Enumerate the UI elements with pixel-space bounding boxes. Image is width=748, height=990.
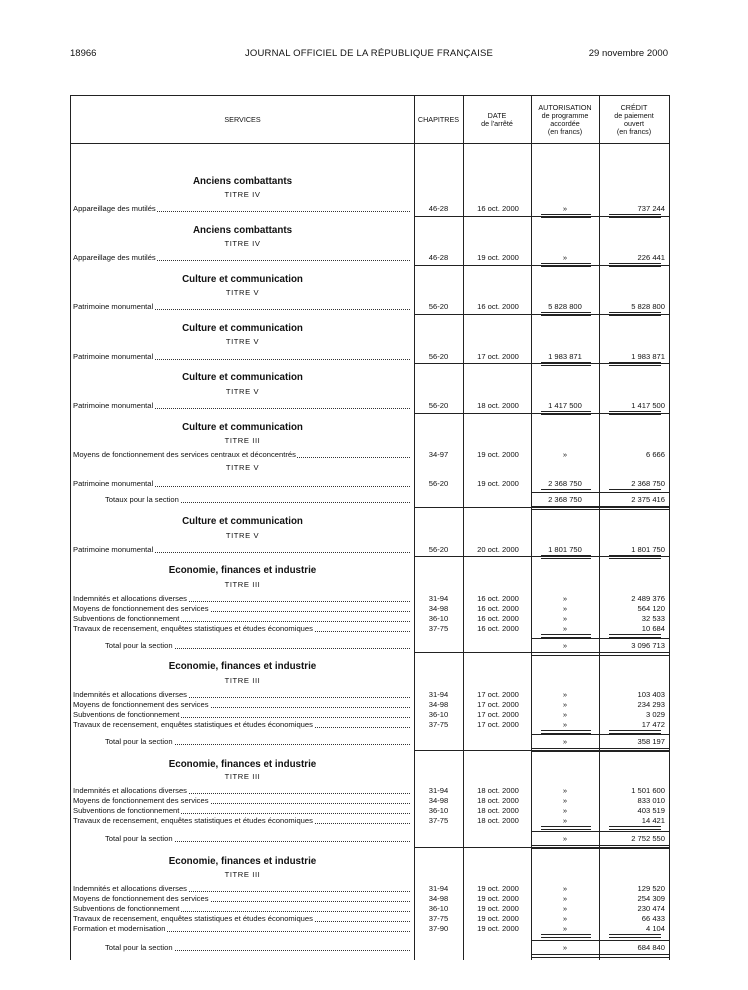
autorisation-cell: »	[562, 816, 568, 825]
service-line-label: Travaux de recensement, enquêtes statistiques et études économiques	[73, 816, 313, 825]
service-line-label: Patrimoine monumental	[73, 352, 154, 361]
column-divider	[463, 96, 464, 960]
section-separator	[415, 750, 669, 751]
service-line	[73, 352, 410, 362]
service-line-label: Moyens de fonctionnement des services centraux et déconcentrés	[73, 450, 296, 459]
date-cell: 16 oct. 2000	[477, 604, 519, 613]
amount-rule	[541, 826, 591, 830]
header-divider	[71, 143, 669, 144]
service-line-label: Moyens de fonctionnement des services	[73, 700, 209, 709]
date-cell: 18 oct. 2000	[477, 401, 519, 410]
service-line-label: Travaux de recensement, enquêtes statistiques et études économiques	[73, 624, 313, 633]
autorisation-cell: »	[562, 924, 568, 933]
chapitre-cell: 34-98	[428, 604, 449, 613]
total-line	[105, 737, 410, 747]
service-line-label: Indemnités et allocations diverses	[73, 786, 187, 795]
credit-cell: 1 801 750	[631, 545, 665, 554]
chapitre-cell: 34-97	[428, 450, 449, 459]
total-credit-cell: 358 197	[637, 737, 665, 746]
section-separator	[415, 847, 669, 848]
autorisation-cell: »	[562, 710, 568, 719]
department-heading: Culture et communication	[182, 274, 303, 285]
autorisation-cell: »	[562, 894, 568, 903]
service-line	[73, 904, 410, 914]
chapitre-cell: 34-98	[428, 796, 449, 805]
credit-cell: 226 441	[637, 253, 665, 262]
service-line	[73, 924, 410, 934]
titre-heading: TITRE V	[225, 337, 260, 346]
date-cell: 18 oct. 2000	[477, 806, 519, 815]
chapitre-cell: 36-10	[428, 710, 449, 719]
total-autorisation-cell: »	[562, 641, 568, 650]
titre-heading: TITRE V	[225, 463, 260, 472]
chapitre-cell: 56-20	[428, 302, 449, 311]
credit-cell: 4 104	[645, 924, 665, 933]
total-rule	[531, 734, 669, 735]
autorisation-cell: 1 417 500	[548, 401, 582, 410]
chapitre-cell: 31-94	[428, 786, 449, 795]
credit-cell: 1 983 871	[631, 352, 665, 361]
service-line-label: Subventions de fonctionnement	[73, 806, 180, 815]
date-cell: 17 oct. 2000	[477, 700, 519, 709]
autorisation-cell: »	[562, 614, 568, 623]
total-line	[105, 641, 410, 651]
date-cell: 17 oct. 2000	[477, 690, 519, 699]
autorisation-cell: »	[562, 604, 568, 613]
service-line-label: Indemnités et allocations diverses	[73, 884, 187, 893]
autorisation-cell: »	[562, 914, 568, 923]
section-separator	[415, 556, 669, 557]
service-line	[73, 479, 410, 489]
date-cell: 19 oct. 2000	[477, 924, 519, 933]
total-autorisation-cell: »	[562, 737, 568, 746]
service-line	[73, 604, 410, 614]
service-line	[73, 614, 410, 624]
page-header	[70, 48, 668, 62]
total-autorisation-cell: »	[562, 834, 568, 843]
autorisation-cell: »	[562, 786, 568, 795]
titre-heading: TITRE III	[224, 772, 261, 781]
credit-cell: 737 244	[637, 204, 665, 213]
department-heading: Culture et communication	[182, 422, 303, 433]
department-heading: Culture et communication	[182, 372, 303, 383]
chapitre-cell: 36-10	[428, 904, 449, 913]
service-line	[73, 806, 410, 816]
credit-cell: 1 501 600	[631, 786, 665, 795]
header-autorisation: AUTORISATION de programme accordée (en francs)	[538, 102, 592, 136]
issue-date: 29 novembre 2000	[588, 48, 668, 59]
total-line	[105, 834, 410, 844]
credit-cell: 17 472	[641, 720, 665, 729]
column-divider	[414, 96, 415, 960]
service-line-label: Patrimoine monumental	[73, 545, 154, 554]
service-line-label: Subventions de fonctionnement	[73, 710, 180, 719]
service-line-label: Travaux de recensement, enquêtes statistiques et études économiques	[73, 914, 313, 923]
service-line	[73, 710, 410, 720]
section-separator	[415, 216, 669, 217]
credit-cell: 129 520	[637, 884, 665, 893]
service-line-label: Moyens de fonctionnement des services	[73, 604, 209, 613]
credit-cell: 833 010	[637, 796, 665, 805]
autorisation-cell: »	[562, 204, 568, 213]
service-line-label: Moyens de fonctionnement des services	[73, 796, 209, 805]
header-chapitres: CHAPITRES	[417, 114, 460, 124]
service-line	[73, 253, 410, 263]
date-cell: 16 oct. 2000	[477, 614, 519, 623]
chapitre-cell: 36-10	[428, 614, 449, 623]
autorisation-cell: »	[562, 796, 568, 805]
credit-cell: 564 120	[637, 604, 665, 613]
total-line-label: Totaux pour la section	[105, 495, 179, 504]
date-cell: 19 oct. 2000	[477, 253, 519, 262]
date-cell: 19 oct. 2000	[477, 914, 519, 923]
autorisation-cell: 2 368 750	[548, 479, 582, 488]
chapitre-cell: 56-20	[428, 401, 449, 410]
service-line	[73, 545, 410, 555]
total-credit-cell: 3 096 713	[631, 641, 665, 650]
chapitre-cell: 37-75	[428, 624, 449, 633]
autorisation-cell: »	[562, 624, 568, 633]
credit-cell: 10 684	[641, 624, 665, 633]
titre-heading: TITRE III	[224, 436, 261, 445]
credit-cell: 403 519	[637, 806, 665, 815]
credit-cell: 32 533	[641, 614, 665, 623]
total-rule	[531, 638, 669, 639]
autorisation-cell: »	[562, 594, 568, 603]
date-cell: 19 oct. 2000	[477, 904, 519, 913]
service-line-label: Moyens de fonctionnement des services	[73, 894, 209, 903]
credits-table	[70, 95, 670, 960]
autorisation-cell: 1 801 750	[548, 545, 582, 554]
department-heading: Economie, finances et industrie	[168, 759, 317, 770]
date-cell: 18 oct. 2000	[477, 786, 519, 795]
credit-cell: 6 666	[645, 450, 665, 459]
chapitre-cell: 37-90	[428, 924, 449, 933]
section-separator	[415, 363, 669, 364]
credit-cell: 234 293	[637, 700, 665, 709]
service-line	[73, 914, 410, 924]
total-credit-cell: 684 840	[637, 943, 665, 952]
autorisation-cell: 5 828 800	[548, 302, 582, 311]
service-line	[73, 700, 410, 710]
total-credit-cell: 2 375 416	[631, 495, 665, 504]
autorisation-cell: »	[562, 884, 568, 893]
credit-cell: 1 417 500	[631, 401, 665, 410]
autorisation-cell: »	[562, 700, 568, 709]
section-separator	[415, 507, 669, 508]
service-line	[73, 624, 410, 634]
total-line	[105, 943, 410, 953]
date-cell: 17 oct. 2000	[477, 720, 519, 729]
service-line	[73, 204, 410, 214]
autorisation-cell: »	[562, 904, 568, 913]
autorisation-cell: »	[562, 720, 568, 729]
section-separator	[415, 413, 669, 414]
service-line-label: Subventions de fonctionnement	[73, 614, 180, 623]
chapitre-cell: 31-94	[428, 690, 449, 699]
amount-rule	[609, 826, 661, 830]
service-line	[73, 894, 410, 904]
total-rule	[531, 940, 669, 941]
total-line-label: Total pour la section	[105, 641, 173, 650]
department-heading: Anciens combattants	[192, 225, 293, 236]
header-date: DATE de l'arrêté	[481, 110, 513, 128]
titre-heading: TITRE IV	[224, 190, 261, 199]
autorisation-cell: »	[562, 806, 568, 815]
chapitre-cell: 46-28	[428, 253, 449, 262]
credit-cell: 103 403	[637, 690, 665, 699]
date-cell: 20 oct. 2000	[477, 545, 519, 554]
credit-cell: 5 828 800	[631, 302, 665, 311]
total-line-label: Total pour la section	[105, 834, 173, 843]
department-heading: Economie, finances et industrie	[168, 661, 317, 672]
titre-heading: TITRE IV	[224, 239, 261, 248]
autorisation-cell: »	[562, 253, 568, 262]
header-credit: CRÉDIT de paiement ouvert (en francs)	[614, 102, 654, 136]
service-line-label: Travaux de recensement, enquêtes statistiques et études économiques	[73, 720, 313, 729]
service-line-label: Indemnités et allocations diverses	[73, 690, 187, 699]
section-separator	[415, 314, 669, 315]
date-cell: 17 oct. 2000	[477, 710, 519, 719]
date-cell: 19 oct. 2000	[477, 450, 519, 459]
total-autorisation-cell: »	[562, 943, 568, 952]
journal-title: JOURNAL OFFICIEL DE LA RÉPUBLIQUE FRANÇAISE	[244, 48, 494, 59]
credit-cell: 14 421	[641, 816, 665, 825]
service-line-label: Appareillage des mutilés	[73, 253, 156, 262]
autorisation-cell: 1 983 871	[548, 352, 582, 361]
titre-heading: TITRE III	[224, 580, 261, 589]
autorisation-cell: »	[562, 450, 568, 459]
header-services: SERVICES	[224, 114, 261, 124]
date-cell: 18 oct. 2000	[477, 796, 519, 805]
credit-cell: 230 474	[637, 904, 665, 913]
date-cell: 19 oct. 2000	[477, 884, 519, 893]
titre-heading: TITRE V	[225, 387, 260, 396]
total-autorisation-cell: 2 368 750	[548, 495, 582, 504]
autorisation-cell: »	[562, 690, 568, 699]
service-line	[73, 450, 410, 460]
total-line	[105, 495, 410, 505]
chapitre-cell: 56-20	[428, 545, 449, 554]
titre-heading: TITRE III	[224, 676, 261, 685]
chapitre-cell: 56-20	[428, 352, 449, 361]
date-cell: 16 oct. 2000	[477, 624, 519, 633]
service-line-label: Patrimoine monumental	[73, 302, 154, 311]
section-separator	[415, 652, 669, 653]
titre-heading: TITRE V	[225, 531, 260, 540]
service-line-label: Subventions de fonctionnement	[73, 904, 180, 913]
date-cell: 19 oct. 2000	[477, 479, 519, 488]
chapitre-cell: 37-75	[428, 816, 449, 825]
chapitre-cell: 34-98	[428, 700, 449, 709]
titre-heading: TITRE V	[225, 288, 260, 297]
service-line-label: Patrimoine monumental	[73, 479, 154, 488]
service-line	[73, 884, 410, 894]
chapitre-cell: 37-75	[428, 720, 449, 729]
service-line	[73, 690, 410, 700]
department-heading: Culture et communication	[182, 516, 303, 527]
total-line-label: Total pour la section	[105, 943, 173, 952]
total-rule	[531, 492, 669, 493]
department-heading: Economie, finances et industrie	[168, 565, 317, 576]
date-cell: 18 oct. 2000	[477, 816, 519, 825]
service-line-label: Patrimoine monumental	[73, 401, 154, 410]
titre-heading: TITRE III	[224, 870, 261, 879]
chapitre-cell: 56-20	[428, 479, 449, 488]
total-line-label: Total pour la section	[105, 737, 173, 746]
department-heading: Culture et communication	[182, 323, 303, 334]
date-cell: 16 oct. 2000	[477, 594, 519, 603]
department-heading: Economie, finances et industrie	[168, 856, 317, 867]
credit-cell: 2 489 376	[631, 594, 665, 603]
total-rule	[531, 831, 669, 832]
chapitre-cell: 34-98	[428, 894, 449, 903]
total-credit-cell: 2 752 550	[631, 834, 665, 843]
page-number: 18966	[70, 48, 97, 59]
service-line	[73, 786, 410, 796]
date-cell: 19 oct. 2000	[477, 894, 519, 903]
credit-cell: 2 368 750	[631, 479, 665, 488]
service-line-label: Formation et modernisation	[73, 924, 166, 933]
service-line	[73, 594, 410, 604]
date-cell: 17 oct. 2000	[477, 352, 519, 361]
chapitre-cell: 37-75	[428, 914, 449, 923]
total-underline	[531, 954, 669, 958]
amount-rule	[609, 934, 661, 938]
date-cell: 16 oct. 2000	[477, 302, 519, 311]
service-line-label: Appareillage des mutilés	[73, 204, 156, 213]
credit-cell: 66 433	[641, 914, 665, 923]
chapitre-cell: 46-28	[428, 204, 449, 213]
credit-cell: 3 029	[645, 710, 665, 719]
chapitre-cell: 31-94	[428, 594, 449, 603]
section-separator	[415, 265, 669, 266]
amount-rule	[541, 934, 591, 938]
service-line	[73, 401, 410, 411]
service-line-label: Indemnités et allocations diverses	[73, 594, 187, 603]
service-line	[73, 302, 410, 312]
service-line	[73, 796, 410, 806]
credit-cell: 254 309	[637, 894, 665, 903]
department-heading: Anciens combattants	[192, 176, 293, 187]
service-line	[73, 816, 410, 826]
chapitre-cell: 31-94	[428, 884, 449, 893]
chapitre-cell: 36-10	[428, 806, 449, 815]
date-cell: 16 oct. 2000	[477, 204, 519, 213]
service-line	[73, 720, 410, 730]
